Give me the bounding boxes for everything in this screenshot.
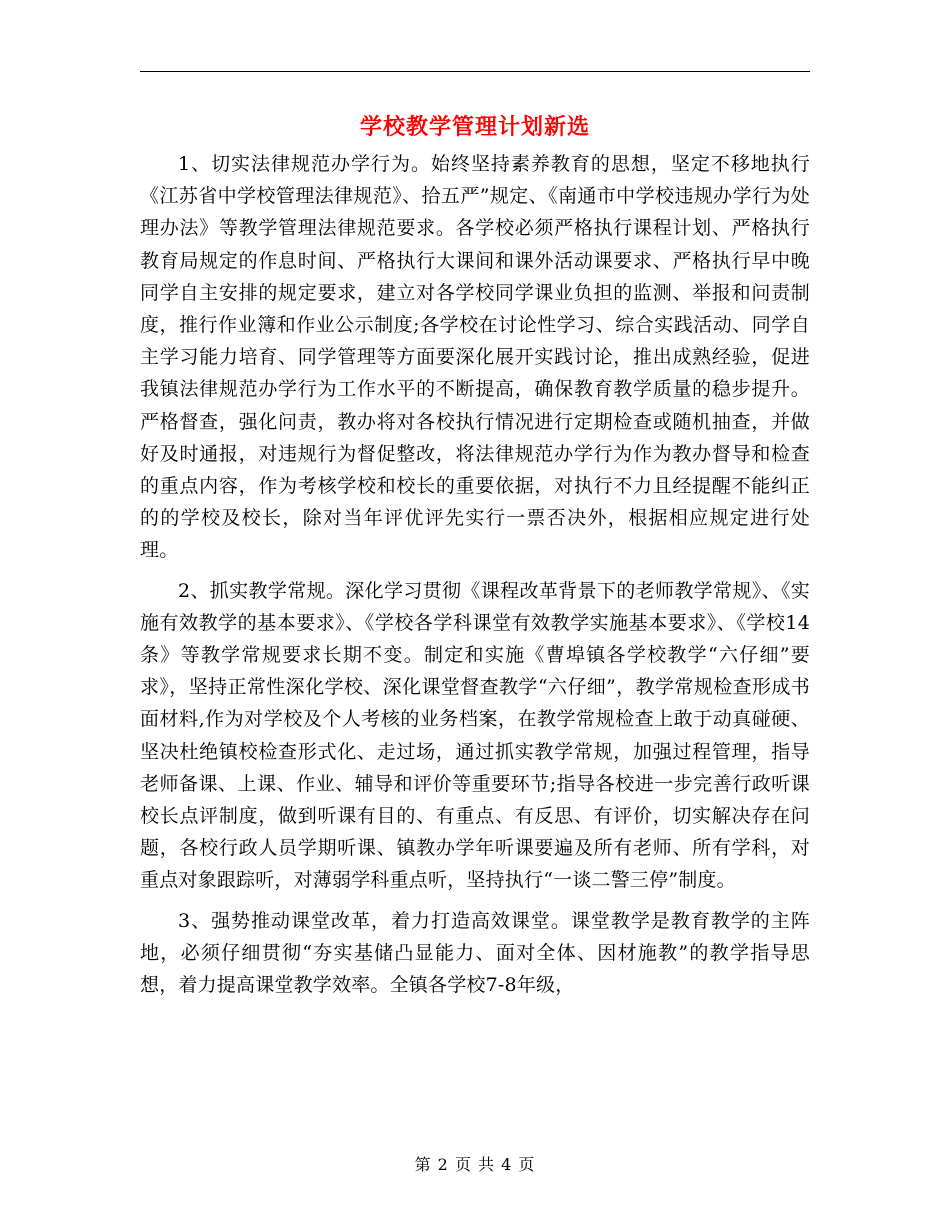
paragraph-3: 3、强势推动课堂改革，着力打造高效课堂。课堂教学是教育教学的主阵地，必须仔细贯彻“夯实基储凸显能力、面对全体、因材施教”的教学指导思想，着力提高课堂教学效率。全镇各学校7-8年级， <box>140 909 810 997</box>
document-body <box>140 148 810 1001</box>
page-footer: 第 2 页 共 4 页 <box>414 1155 536 1174</box>
header-rule <box>140 71 810 72</box>
paragraph-1: 1、切实法律规范办学行为。始终坚持素养教育的思想，坚定不移地执行《江苏省中学校管理法律规范》、拾五严”规定、《南通市中学校违规办学行为处理办法》等教学管理法律规范要求。各学校必须严格执行课程计划、严格执行教育局规定的作息时间、严格执行大课间和课外活动课要求、严格执行早中晚同学自主安排的规定要求，建立对各学校同学课业负担的监测、举报和问责制度，推行作业簿和作业公示制度;各学校在讨论性学习、综合实践活动、同学自主学习能力培育、同学管理等方面要深化展开实践讨论，推出成熟经验，促进我镇法律规范办学行为工作水平的不断提高，确保教育教学质量的稳步提升。严格督查，强化问责，教办将对各校执行情况进行定期检查或随机抽查，并做好及时通报，对违规行为督促整改，将法律规范办学行为作为教办督导和检查的重点内容，作为考核学校和校长的重要依据，对执行不力且经提醒不能纠正的的学校及校长，除对当年评优评先实行一票否决外，根据相应规定进行处理。 <box>140 153 810 562</box>
document-title: 学校教学管理计划新选 <box>359 114 590 140</box>
paragraph-2: 2、抓实教学常规。深化学习贯彻《课程改革背景下的老师教学常规》、《实施有效教学的基本要求》、《学校各学科课堂有效教学实施基本要求》、《学校14条》等教学常规要求长期不变。制定和实施《曹埠镇各学校教学“六仔细”要求》，坚持正常性深化学校、深化课堂督查教学“六仔细”，教学常规检查形成书面材料,作为对学校及个人考核的业务档案，在教学常规检查上敢于动真碰硬、坚决杜绝镇校检查形式化、走过场，通过抓实教学常规，加强过程管理，指导老师备课、上课、作业、辅导和评价等重要环节;指导各校进一步完善行政听课校长点评制度，做到听课有目的、有重点、有反思、有评价，切实解决存在问题，各校行政人员学期听课、镇教办学年听课要遍及所有老师、所有学科，对重点对象跟踪听，对薄弱学科重点听，坚持执行“一谈二警三停”制度。 <box>140 579 810 892</box>
